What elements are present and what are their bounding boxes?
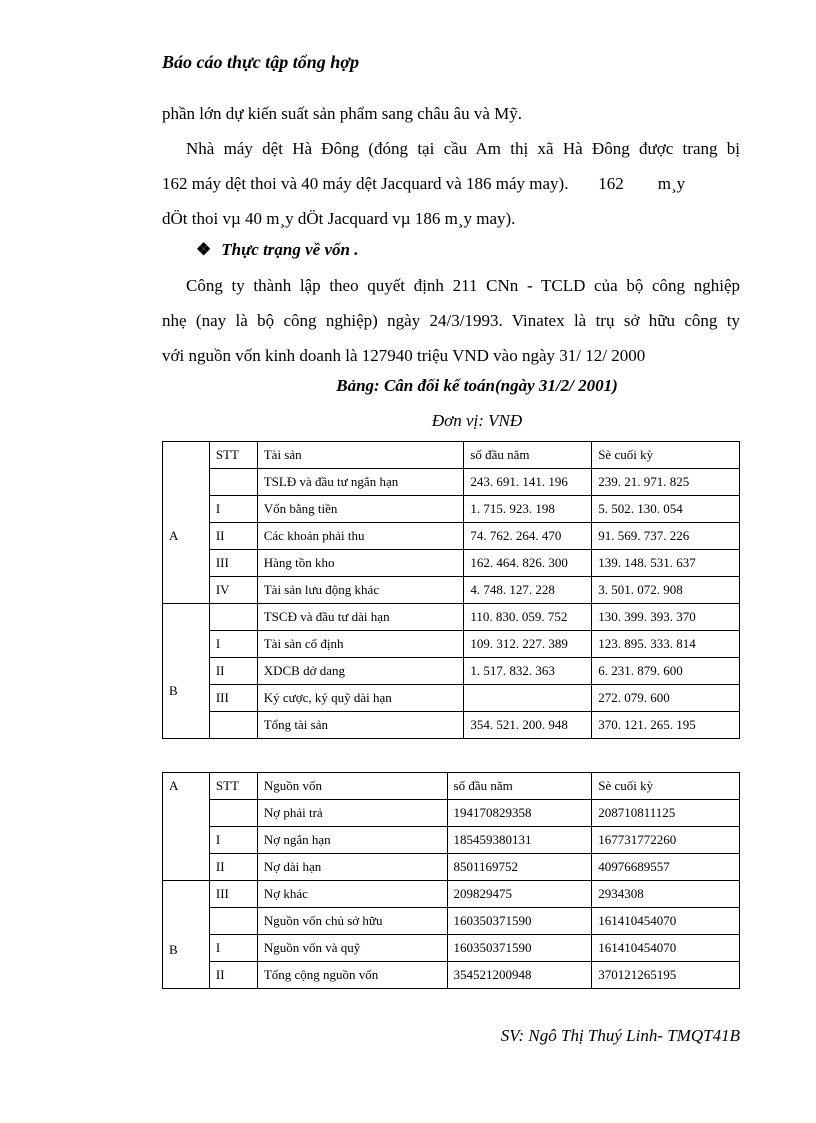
table-cell: Nợ phải trả	[257, 800, 447, 827]
table-cell: II	[209, 523, 257, 550]
table-row	[163, 469, 740, 496]
table-cell: Hàng tồn kho	[257, 550, 464, 577]
table-row	[163, 685, 740, 712]
body-line: dÖt thoi vµ 40 m¸y dÖt Jacquard vµ 186 m¸y may).	[162, 209, 516, 228]
body-line: Công ty thành lập theo quyết định 211 CNn - TCLD của bộ công nghiệp	[186, 276, 740, 295]
table-cell: 8501169752	[447, 854, 592, 881]
header-cell: Sè cuối kỳ	[592, 773, 740, 800]
table-cell: 6. 231. 879. 600	[592, 658, 740, 685]
table-cell: 194170829358	[447, 800, 592, 827]
table-header-row	[163, 773, 740, 800]
table-cell: 162. 464. 826. 300	[464, 550, 592, 577]
table-row	[163, 550, 740, 577]
table-cell	[209, 712, 257, 739]
table-cell: 1. 517. 832. 363	[464, 658, 592, 685]
table-cell: IV	[209, 577, 257, 604]
table-cell: Nguồn vốn và quỹ	[257, 935, 447, 962]
header-cell: số đầu năm	[447, 773, 592, 800]
table-cell	[209, 800, 257, 827]
body-line: Nhà máy dệt Hà Đông (đóng tại cầu Am thị xã Hà Đông được trang bị	[186, 139, 740, 158]
table-cell: 160350371590	[447, 935, 592, 962]
table-cell: I	[209, 935, 257, 962]
table-cell: Ký cược, ký quỹ dài hạn	[257, 685, 464, 712]
group-label-b: B	[163, 881, 210, 989]
body-line: phần lớn dự kiến suất sản phẩm sang châu âu và Mỹ.	[162, 104, 523, 123]
table-row	[163, 881, 740, 908]
table-cell: 123. 895. 333. 814	[592, 631, 740, 658]
body-line: 162 máy dệt thoi và 40 máy dệt Jacquard và 186 máy may). 162 m¸y	[162, 174, 686, 193]
table-row	[163, 854, 740, 881]
table-cell: Nợ khác	[257, 881, 447, 908]
table-cell: II	[209, 854, 257, 881]
table-title: Bảng: Cân đối kế toán(ngày 31/2/ 2001)	[336, 376, 618, 395]
intro-paragraph	[162, 96, 740, 236]
table-cell: 370121265195	[592, 962, 740, 989]
table-cell: Nợ ngắn hạn	[257, 827, 447, 854]
table-cell: 1. 715. 923. 198	[464, 496, 592, 523]
table-row	[163, 712, 740, 739]
table-cell: III	[209, 881, 257, 908]
table-cell: I	[209, 827, 257, 854]
table-row	[163, 962, 740, 989]
table-cell: Tổng tài sản	[257, 712, 464, 739]
table-cell: I	[209, 631, 257, 658]
table-cell: Tài sản cố định	[257, 631, 464, 658]
header-cell: Nguồn vốn	[257, 773, 447, 800]
table-cell: 167731772260	[592, 827, 740, 854]
table-cell: 109. 312. 227. 389	[464, 631, 592, 658]
table-cell: Tổng cộng nguồn vốn	[257, 962, 447, 989]
table-cell: 161410454070	[592, 908, 740, 935]
table-cell: II	[209, 658, 257, 685]
table-cell: 130. 399. 393. 370	[592, 604, 740, 631]
table-cell: 3. 501. 072. 908	[592, 577, 740, 604]
table-row	[163, 523, 740, 550]
table-cell: 2934308	[592, 881, 740, 908]
table-cell: 5. 502. 130. 054	[592, 496, 740, 523]
table-cell	[464, 685, 592, 712]
table-cell: Các khoản phải thu	[257, 523, 464, 550]
table-cell: 354. 521. 200. 948	[464, 712, 592, 739]
table-cell: 161410454070	[592, 935, 740, 962]
table-cell: 185459380131	[447, 827, 592, 854]
page-header-title: Báo cáo thực tập tổng hợp	[162, 52, 359, 72]
header-cell: Sè cuối kỳ	[592, 442, 740, 469]
table-cell: Tài sản lưu động khác	[257, 577, 464, 604]
table-cell: 354521200948	[447, 962, 592, 989]
footer-author: SV: Ngô Thị Thuý Linh- TMQT41B	[500, 1026, 740, 1045]
table-row	[163, 800, 740, 827]
capital-table	[162, 772, 740, 989]
table-cell: III	[209, 685, 257, 712]
header-cell: STT	[209, 442, 257, 469]
table-cell	[209, 469, 257, 496]
table-row	[163, 577, 740, 604]
section-heading	[196, 240, 358, 260]
table-cell: 40976689557	[592, 854, 740, 881]
table-cell: I	[209, 496, 257, 523]
table-cell: 272. 079. 600	[592, 685, 740, 712]
table-cell: 110. 830. 059. 752	[464, 604, 592, 631]
section-heading-text: Thực trạng về vốn .	[221, 240, 359, 259]
table-cell: TSLĐ và đầu tư ngắn hạn	[257, 469, 464, 496]
table-cell: 243. 691. 141. 196	[464, 469, 592, 496]
table-row	[163, 827, 740, 854]
table-cell: 239. 21. 971. 825	[592, 469, 740, 496]
diamond-bullet-icon: ❖	[196, 240, 212, 259]
table-cell: 208710811125	[592, 800, 740, 827]
table-cell: 370. 121. 265. 195	[592, 712, 740, 739]
group-label-b: B	[163, 604, 210, 739]
table-cell	[209, 908, 257, 935]
table-cell: 209829475	[447, 881, 592, 908]
table-cell: 160350371590	[447, 908, 592, 935]
table-row	[163, 658, 740, 685]
table-row	[163, 935, 740, 962]
header-cell: STT	[209, 773, 257, 800]
table-cell: 74. 762. 264. 470	[464, 523, 592, 550]
table-row	[163, 604, 740, 631]
table-cell: Nguồn vốn chủ sở hữu	[257, 908, 447, 935]
table-cell: Vốn bằng tiền	[257, 496, 464, 523]
table-cell: III	[209, 550, 257, 577]
table-cell: II	[209, 962, 257, 989]
table-cell	[209, 604, 257, 631]
table-cell: TSCĐ và đầu tư dài hạn	[257, 604, 464, 631]
capital-paragraph	[162, 268, 740, 373]
body-line: với nguồn vốn kinh doanh là 127940 triệu VND vào ngày 31/ 12/ 2000	[162, 346, 646, 365]
body-line: nhẹ (nay là bộ công nghiệp) ngày 24/3/1993. Vinatex là trụ sở hữu công ty	[162, 311, 740, 330]
table-cell: XDCB dở dang	[257, 658, 464, 685]
group-label-a: A	[163, 442, 210, 604]
table-cell: 139. 148. 531. 637	[592, 550, 740, 577]
table-cell: Nợ dài hạn	[257, 854, 447, 881]
table-header-row	[163, 442, 740, 469]
assets-table	[162, 441, 740, 739]
table-unit: Đơn vị: VNĐ	[431, 411, 523, 430]
table-cell: 91. 569. 737. 226	[592, 523, 740, 550]
header-cell: số đầu năm	[464, 442, 592, 469]
header-cell: Tài sản	[257, 442, 464, 469]
table-row	[163, 631, 740, 658]
table-cell: 4. 748. 127. 228	[464, 577, 592, 604]
table-row	[163, 496, 740, 523]
group-label-a: A	[163, 773, 210, 881]
table-row	[163, 908, 740, 935]
